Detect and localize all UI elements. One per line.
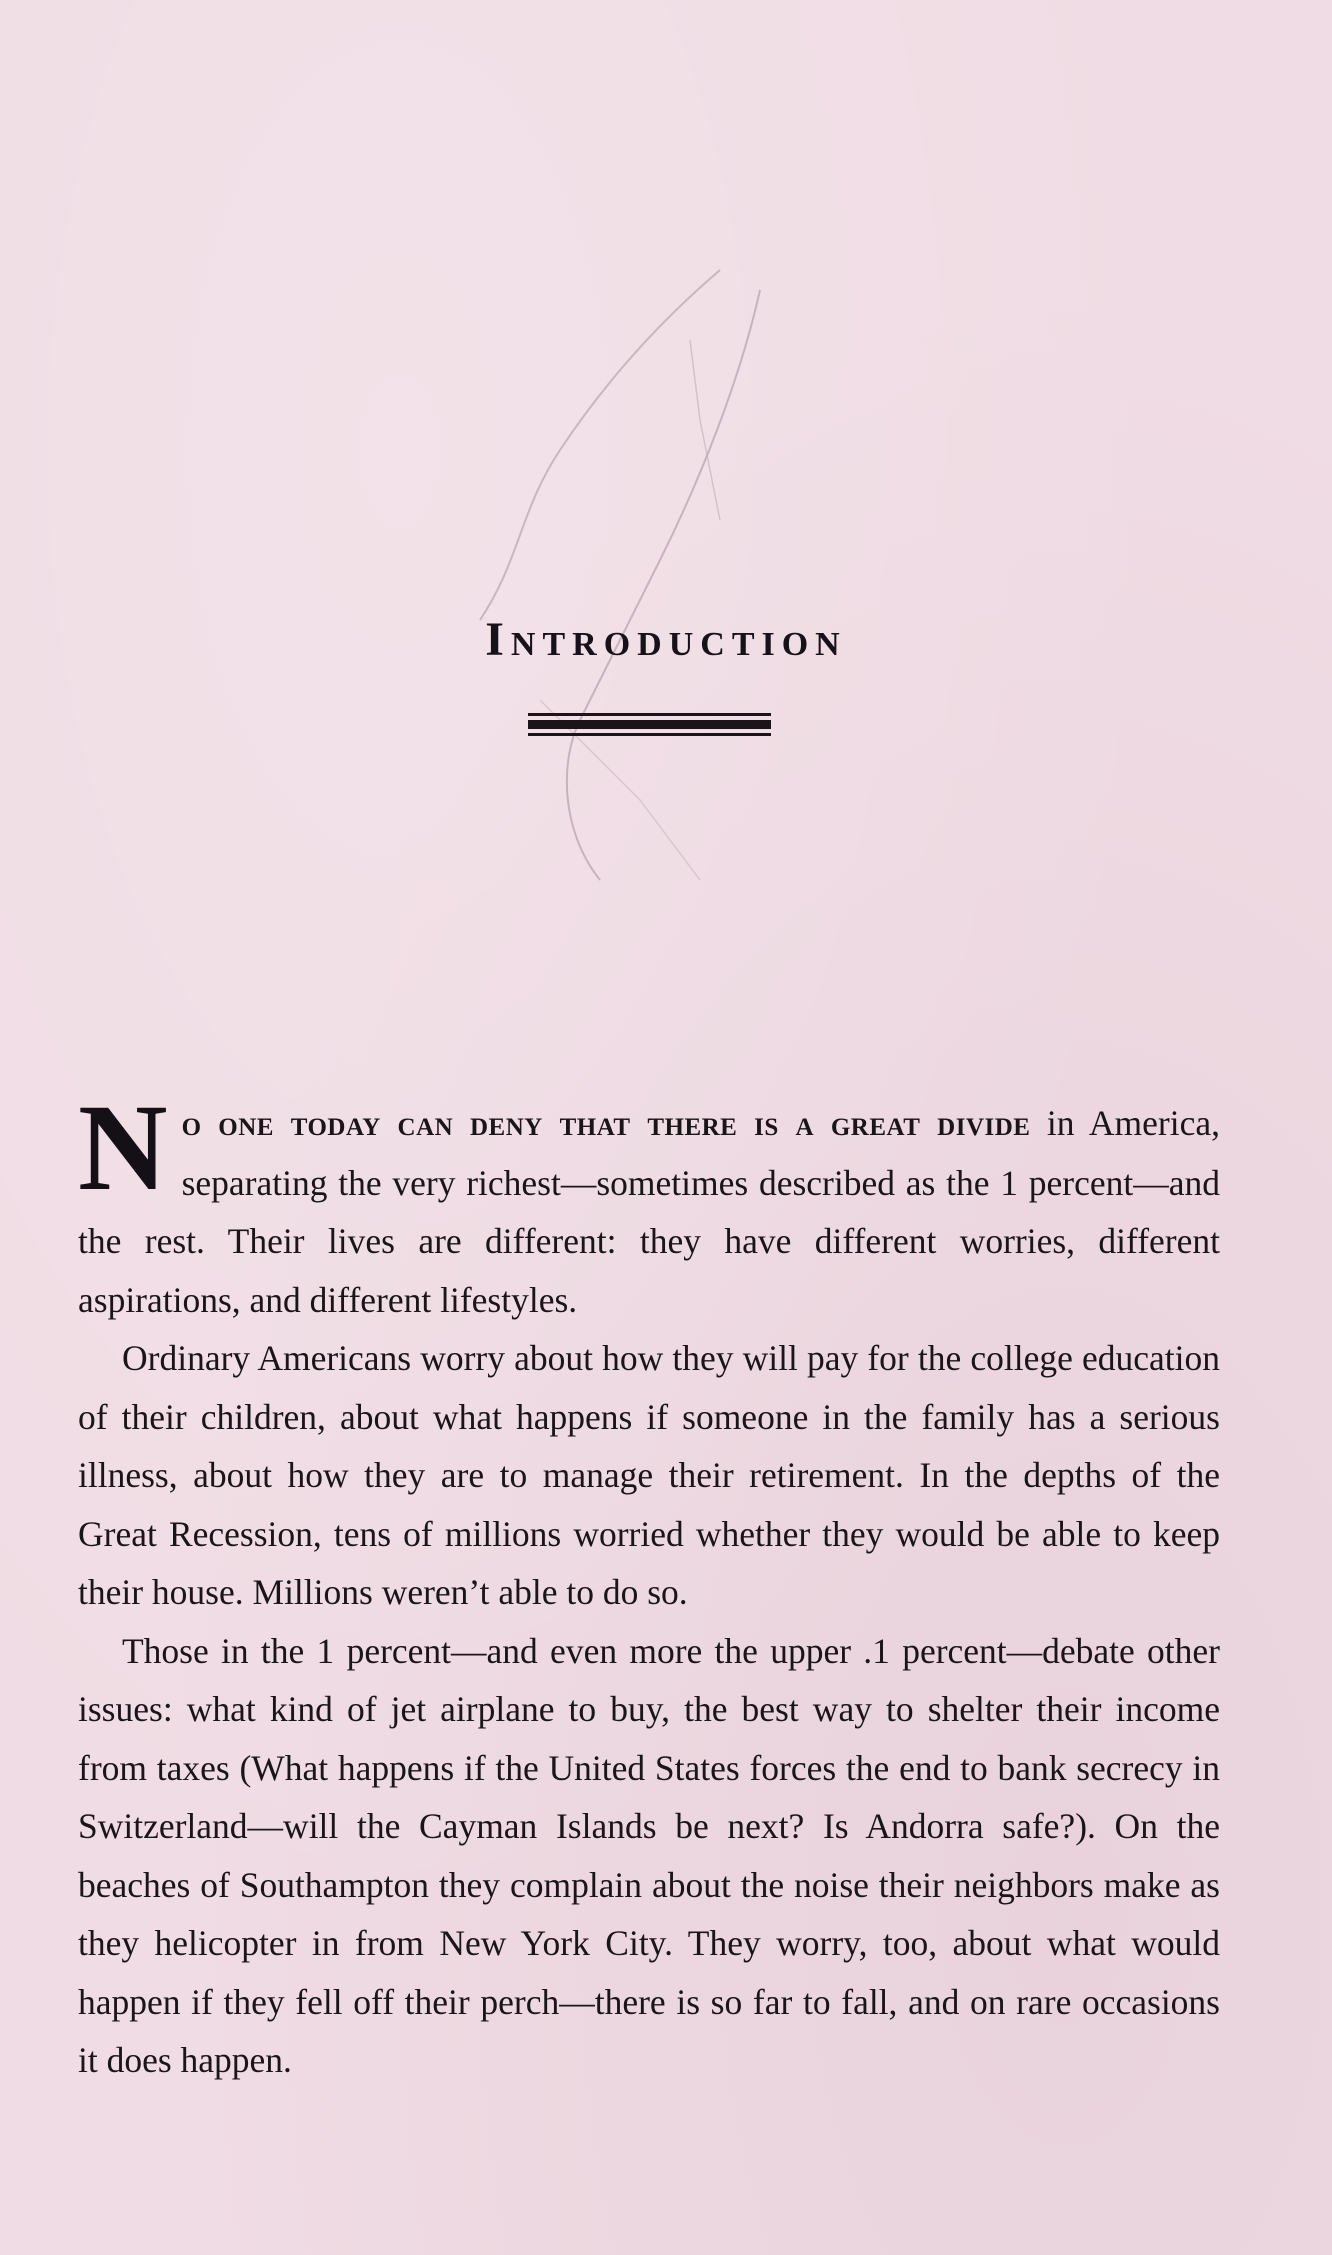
paragraph-3: Those in the 1 percent—and even more the upper .1 percent—debate other issues: what kind of jet airplane to buy, the best way to shelter their income from taxes (What happens if the United States forces the end to bank secrecy in Switzerland—will the Cayman Islands be next? Is Andorra safe?). On the beaches of Southampton they complain about the noise their neighbors make as they helicopter in from New York City. They worry, too, about what would happen if they fell off their perch—there is so far to fall, and on rare occasions it does happen. bbox=[78, 1630, 1220, 2080]
title-rule-middle bbox=[528, 720, 771, 729]
chapter-title: Introduction bbox=[485, 613, 847, 666]
lead-in-small-caps: o one today can deny that there is a great divide bbox=[181, 1104, 1031, 1143]
title-rule-top bbox=[528, 713, 771, 716]
title-rule-bottom bbox=[528, 733, 771, 736]
paragraph-1 bbox=[78, 1079, 1220, 1329]
drop-cap: N bbox=[78, 1079, 168, 1216]
paragraph-2: Ordinary Americans worry about how they will pay for the college education of their children, about what happens if someone in the family has a serious illness, about how they are to manage their retirement. In the depths of the Great Recession, tens of millions worried whether they would be able to keep their house. Millions weren’t able to do so. bbox=[78, 1338, 1220, 1612]
paper-scratch-marks bbox=[0, 0, 1332, 1100]
paragraph-1-text: in America, separating the very richest—sometimes described as the 1 percent—and the rest. Their lives are different: they have different worries, different aspirations, and different lifestyles. bbox=[78, 1103, 1220, 1320]
chapter-body bbox=[78, 1079, 1220, 2090]
